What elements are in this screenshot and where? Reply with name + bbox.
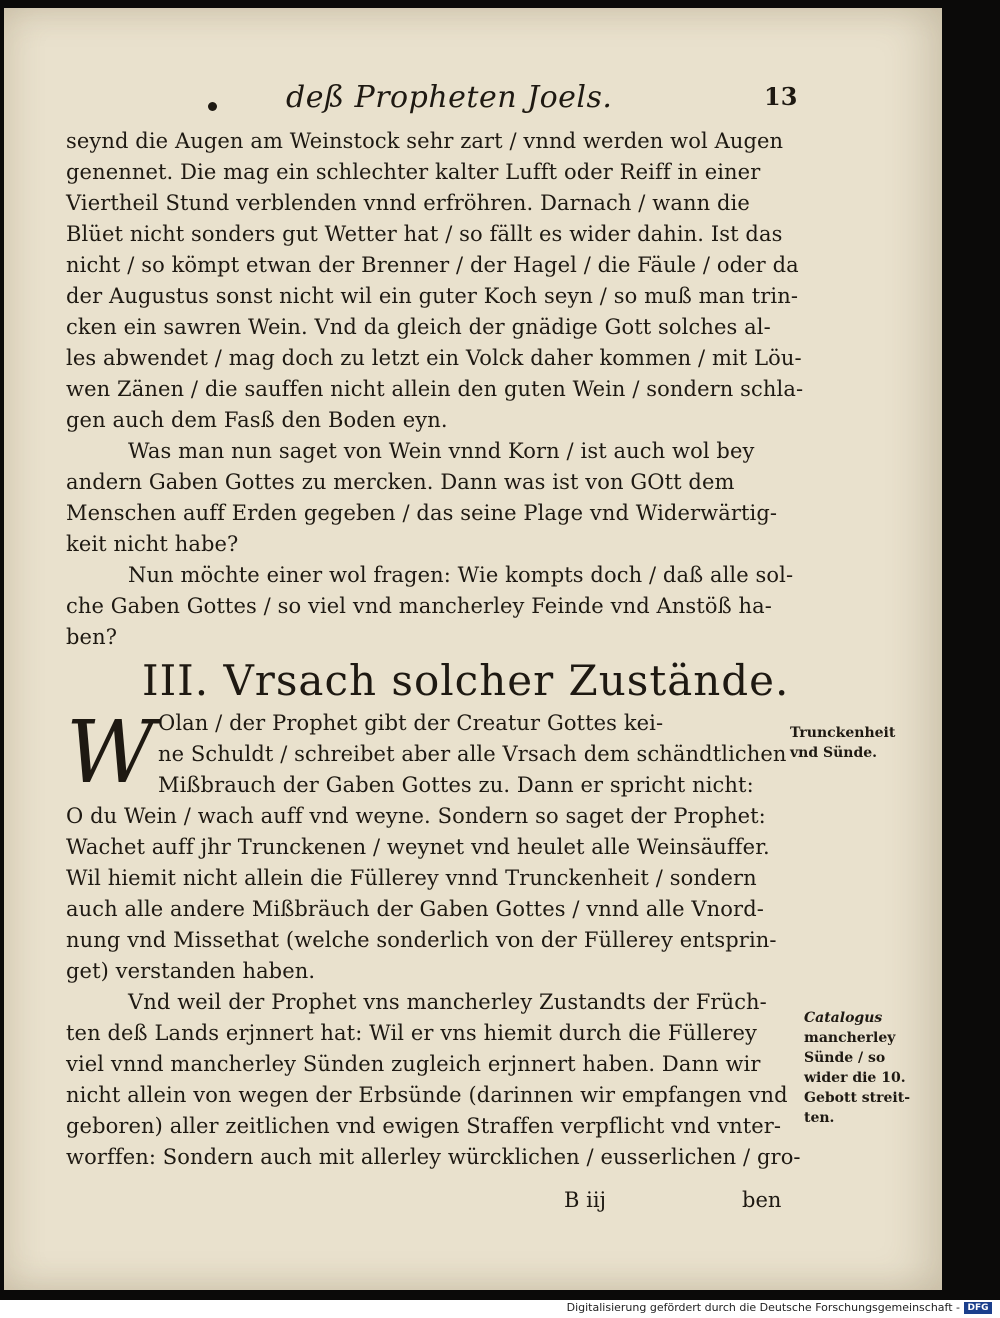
text-block-upper (66, 126, 804, 653)
scan-edge (942, 8, 1000, 1290)
text-line: ne Schuldt / schreibet aber alle Vrsach dem schändtlichen (158, 742, 787, 766)
text-line: Wachet auff jhr Trunckenen / weynet vnd heulet alle Weinsäuffer. (66, 835, 770, 859)
text-line: seynd die Augen am Weinstock sehr zart / vnnd werden wol Augen (66, 129, 784, 153)
text-line: che Gaben Gottes / so viel vnd mancherley Feinde vnd Anstöß ha- (66, 594, 772, 618)
dfg-logo: DFG (964, 1302, 992, 1314)
margin-note-drunkenness (790, 723, 895, 763)
text-line: nicht / so kömpt etwan der Brenner / der Hagel / die Fäule / oder da (66, 253, 799, 277)
text-line: wen Zänen / die sauffen nicht allein den guten Wein / sondern schla- (66, 377, 804, 401)
margin-note-line: vnd Sünde. (790, 745, 878, 761)
margin-note-line: Sünde / so (804, 1050, 886, 1066)
section-heading: III. Vrsach solcher Zustände. (142, 656, 790, 705)
text-line: O du Wein / wach auff vnd weyne. Sondern so saget der Prophet: (66, 804, 766, 828)
text-line: get) verstanden haben. (66, 959, 316, 983)
text-line: andern Gaben Gottes zu mercken. Dann was ist von GOtt dem (66, 470, 735, 494)
text-line: Mißbrauch der Gaben Gottes zu. Dann er spricht nicht: (158, 773, 754, 797)
margin-note-line: wider die 10. (804, 1070, 906, 1086)
signature-mark: B iij (564, 1188, 607, 1212)
text-line: geboren) aller zeitlichen vnd ewigen Straffen verpflicht vnd vnter- (66, 1114, 782, 1138)
text-line: auch alle andere Mißbräuch der Gaben Gottes / vnnd alle Vnord- (66, 897, 764, 921)
text-line: worffen: Sondern auch mit allerley würcklichen / eusserlichen / gro- (66, 1145, 801, 1169)
margin-note-catalogus (804, 1008, 910, 1128)
decorated-initial: W (66, 703, 155, 803)
text-line: Wil hiemit nicht allein die Füllerey vnnd Trunckenheit / sondern (66, 866, 757, 890)
text-line: ben? (66, 625, 118, 649)
text-line: Olan / der Prophet gibt der Creatur Gottes kei- (158, 711, 664, 735)
text-line: les abwendet / mag doch zu letzt ein Volck daher kommen / mit Löu- (66, 346, 802, 370)
margin-note-line: Gebott streit- (804, 1090, 911, 1106)
page-footer-row (66, 1188, 796, 1218)
text-line: Was man nun saget von Wein vnnd Korn / ist auch wol bey (128, 439, 755, 463)
text-line: nung vnd Missethat (welche sonderlich von der Füllerey entsprin- (66, 928, 777, 952)
text-line: nicht allein von wegen der Erbsünde (darinnen wir empfangen vnd (66, 1083, 788, 1107)
catchword: ben (742, 1188, 782, 1212)
margin-note-line: Trunckenheit (790, 725, 896, 741)
text-line: ten deß Lands erjnnert hat: Wil er vns hiemit durch die Füllerey (66, 1021, 758, 1045)
text-line: Menschen auff Erden gegeben / das seine Plage vnd Widerwärtig- (66, 501, 778, 525)
running-head (4, 78, 942, 118)
folio-number: 13 (764, 82, 798, 111)
margin-note-line: Catalogus (804, 1010, 883, 1026)
text-line: Vnd weil der Prophet vns mancherley Zustandts der Früch- (128, 990, 767, 1014)
book-page (4, 8, 942, 1290)
text-line: Nun möchte einer wol fragen: Wie kompts doch / daß alle sol- (128, 563, 794, 587)
text-line: Viertheil Stund verblenden vnnd erfröhren. Darnach / wann die (66, 191, 750, 215)
text-line: viel vnnd mancherley Sünden zugleich erjnnert haben. Dann wir (66, 1052, 761, 1076)
initial-wrapped-lines (66, 703, 796, 803)
digitization-footer (0, 1300, 1000, 1318)
ink-dot (208, 102, 217, 111)
text-line: Blüet nicht sonders gut Wetter hat / so fällt es wider dahin. Ist das (66, 222, 783, 246)
text-line: cken ein sawren Wein. Vnd da gleich der gnädige Gott solches al- (66, 315, 771, 339)
text-line: genennet. Die mag ein schlechter kalter Lufft oder Reiff in einer (66, 160, 761, 184)
text-line: keit nicht habe? (66, 532, 239, 556)
margin-note-line: mancherley (804, 1030, 896, 1046)
running-title: deß Propheten Joels. (286, 80, 613, 115)
text-block-lower (66, 703, 801, 1173)
text-line: der Augustus sonst nicht wil ein guter Koch seyn / so muß man trin- (66, 284, 799, 308)
margin-note-line: ten. (804, 1110, 835, 1126)
text-line: gen auch dem Fasß den Boden eyn. (66, 408, 448, 432)
funding-notice: Digitalisierung gefördert durch die Deutsche Forschungsgemeinschaft - (566, 1301, 960, 1314)
